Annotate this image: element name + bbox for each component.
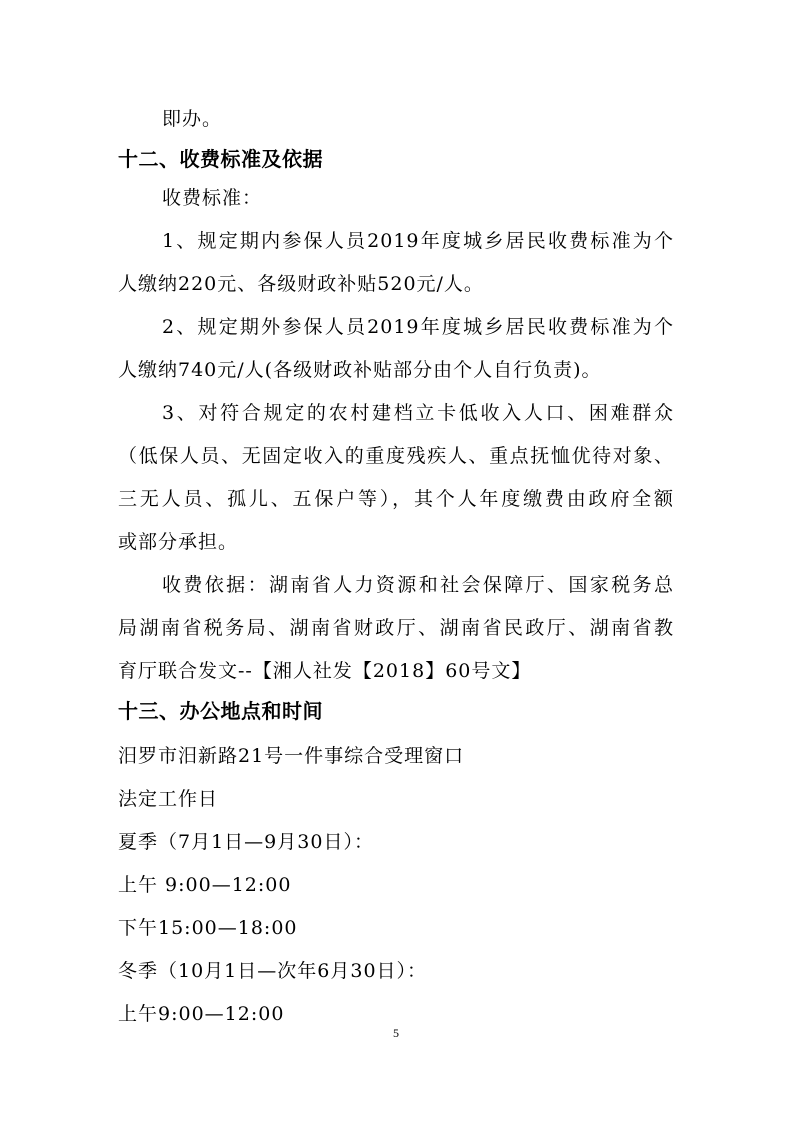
- fee-item-3-line-2: （低保人员、无固定收入的重度残疾人、重点抚恤优待对象、: [118, 445, 674, 467]
- fee-item-3-line-3: 三无人员、孤儿、五保户等），其个人年度缴费由政府全额: [118, 488, 674, 510]
- office-workdays: 法定工作日: [118, 788, 219, 810]
- office-address: 汨罗市汨新路21号一件事综合受理窗口: [118, 745, 465, 767]
- section-heading-office: 十三、办公地点和时间: [118, 699, 323, 723]
- page-number: 5: [393, 1026, 399, 1040]
- fee-item-3-line-1: 3、对符合规定的农村建档立卡低收入人口、困难群众: [162, 402, 674, 424]
- summer-season: 夏季（7月1日—9月30日）：: [118, 831, 374, 853]
- fee-item-2-line-1: 2、规定期外参保人员2019年度城乡居民收费标准为个: [162, 316, 674, 338]
- section-heading-fees: 十二、收费标准及依据: [118, 147, 323, 171]
- fee-standard-label: 收费标准：: [162, 187, 263, 209]
- fee-basis-line-2: 局湖南省税务局、湖南省财政厅、湖南省民政厅、湖南省教: [118, 617, 674, 639]
- summer-morning-hours: 上午 9:00—12:00: [118, 874, 292, 896]
- winter-season: 冬季（10月1日—次年6月30日）：: [118, 960, 428, 982]
- winter-morning-hours: 上午9:00—12:00: [118, 1003, 285, 1025]
- fee-item-2-line-2: 人缴纳740元/人(各级财政补贴部分由个人自行负责)。: [118, 359, 602, 381]
- fee-item-1-line-2: 人缴纳220元、各级财政补贴520元/人。: [118, 273, 484, 295]
- summer-afternoon-hours: 下午15:00—18:00: [118, 917, 298, 939]
- fee-basis-line-1: 收费依据：湖南省人力资源和社会保障厅、国家税务总: [162, 574, 674, 596]
- fee-item-3-line-4: 或部分承担。: [118, 531, 239, 553]
- fee-item-1-line-1: 1、规定期内参保人员2019年度城乡居民收费标准为个: [162, 230, 674, 252]
- paragraph-line-continuation: 即办。: [162, 108, 223, 130]
- fee-basis-line-3: 育厅联合发文--【湘人社发【2018】60号文】: [118, 660, 532, 682]
